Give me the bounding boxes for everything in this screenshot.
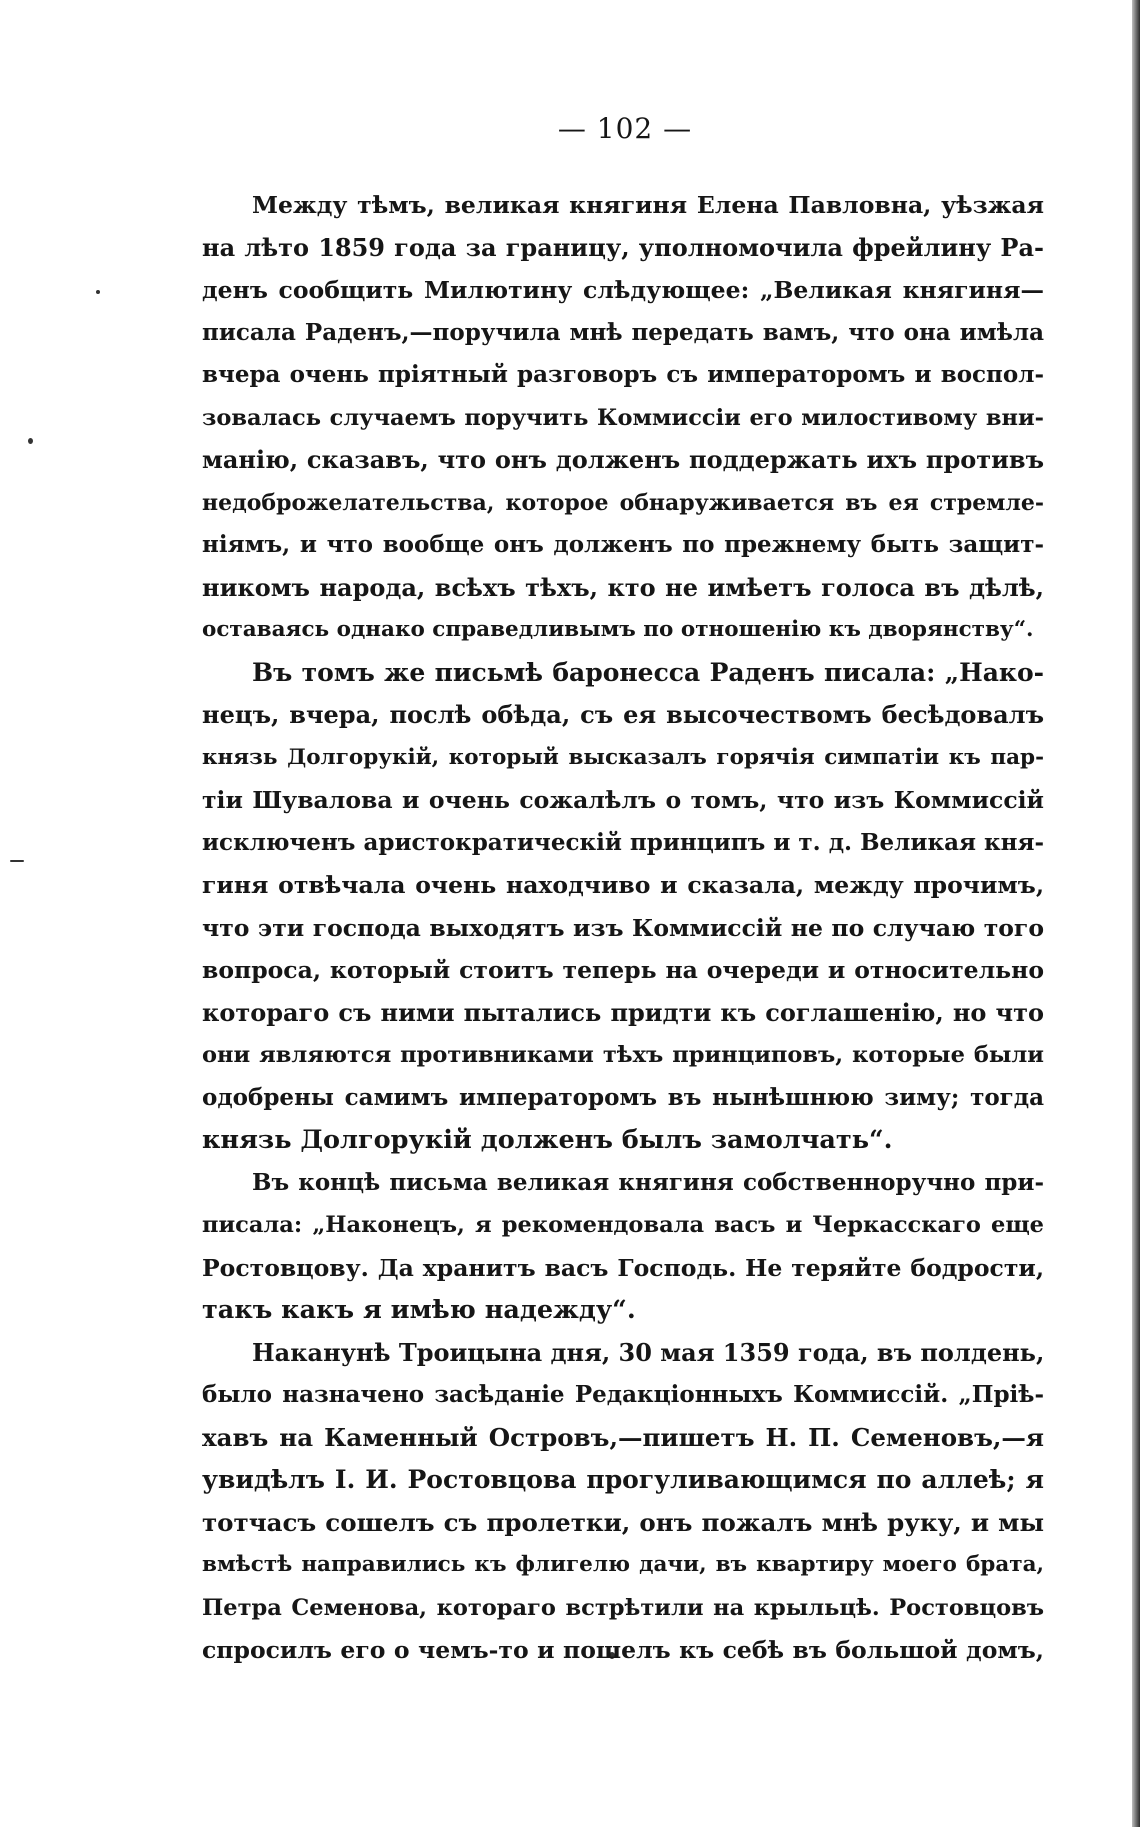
- text-line: князь Долгорукій, который высказалъ горячія симпатіи къ пар-: [202, 744, 1044, 770]
- paragraph: [202, 1332, 1044, 1672]
- scan-speck: [10, 860, 24, 862]
- text-line: писала: „Наконецъ, я рекомендовала васъ и Черкасскаго еще: [202, 1212, 1044, 1238]
- text-line: исключенъ аристократическій принципъ и т. д. Великая кня-: [202, 828, 1044, 856]
- text-line: князь Долгорукій долженъ былъ замолчать“.: [202, 1125, 893, 1155]
- text-line: никомъ народа, всѣхъ тѣхъ, кто не имѣетъ голоса въ дѣлѣ,: [202, 572, 1044, 602]
- text-line: хавъ на Каменный Островъ,—пишетъ Н. П. Семеновъ,—я: [202, 1422, 1044, 1452]
- text-line: гиня отвѣчала очень находчиво и сказала, между прочимъ,: [202, 871, 1044, 899]
- text-line: вопроса, который стоитъ теперь на очереди и относительно: [202, 956, 1044, 984]
- text-line: Въ концѣ письма великая княгиня собственноручно при-: [252, 1168, 1044, 1196]
- text-line: Въ томъ же письмѣ баронесса Раденъ писала: „Нако-: [252, 657, 1044, 687]
- text-line: Наканунѣ Троицына дня, 30 мая 1359 года, въ полдень,: [252, 1337, 1045, 1367]
- scan-speck: [28, 438, 33, 444]
- text-line: ніямъ, и что вообще онъ долженъ по прежнему быть защит-: [202, 531, 1044, 558]
- paragraph: [202, 652, 1044, 1162]
- scan-edge-shadow: [1132, 0, 1140, 1827]
- text-line: денъ сообщить Милютину слѣдующее: „Великая княгиня—: [202, 276, 1044, 304]
- text-line: тіи Шувалова и очень сожалѣлъ о томъ, что изъ Коммиссій: [202, 786, 1044, 814]
- text-line: котораго съ ними пытались придти къ соглашенію, но что: [202, 997, 1044, 1027]
- text-line: такъ какъ я имѣю надежду“.: [202, 1295, 636, 1325]
- text-line: оставаясь однако справедливымъ по отношенію къ дворянству“.: [202, 617, 1034, 642]
- text-line: Между тѣмъ, великая княгиня Елена Павловна, уѣзжая: [252, 191, 1044, 219]
- body-text: [202, 184, 1044, 1672]
- text-line: тотчасъ сошелъ съ пролетки, онъ пожалъ мнѣ руку, и мы: [202, 1507, 1044, 1537]
- text-line: на лѣто 1859 года за границу, уполномочила фрейлину Ра-: [202, 232, 1044, 262]
- text-line: нецъ, вчера, послѣ обѣда, съ ея высочествомъ бесѣдовалъ: [202, 700, 1044, 729]
- text-line: вмѣстѣ направились къ флигелю дачи, въ квартиру моего брата,: [202, 1552, 1044, 1577]
- text-line: зовалась случаемъ поручить Коммиссіи его милостивому вни-: [202, 404, 1044, 431]
- paragraph: [202, 184, 1044, 652]
- text-line: Петра Семенова, котораго встрѣтили на крыльцѣ. Ростовцовъ: [202, 1594, 1044, 1621]
- text-line: недоброжелательства, которое обнаруживается въ ея стремле-: [202, 489, 1044, 516]
- scan-speck: [96, 290, 100, 294]
- text-line: вчера очень пріятный разговоръ съ императоромъ и воспол-: [202, 361, 1044, 388]
- text-line: писала Раденъ,—поручила мнѣ передать вамъ, что она имѣла: [202, 318, 1044, 346]
- text-line: спросилъ его о чемъ-то и пошелъ къ себѣ въ большой домъ,: [202, 1636, 1044, 1664]
- text-line: манію, сказавъ, что онъ долженъ поддержать ихъ противъ: [202, 445, 1044, 474]
- text-line: было назначено засѣданіе Редакціонныхъ Коммиссій. „Пріѣ-: [202, 1381, 1044, 1408]
- page-number: — 102 —: [557, 112, 693, 145]
- paragraph: [202, 1162, 1044, 1332]
- text-line: Ростовцову. Да хранитъ васъ Господь. Не теряйте бодрости,: [202, 1253, 1044, 1282]
- text-line: что эти господа выходятъ изъ Коммиссій не по случаю того: [202, 913, 1044, 942]
- text-line: они являются противниками тѣхъ принциповъ, которые были: [202, 1042, 1044, 1068]
- text-line: увидѣлъ І. И. Ростовцова прогуливающимся по аллеѣ; я: [202, 1465, 1044, 1494]
- text-line: одобрены самимъ императоромъ въ нынѣшнюю зиму; тогда: [202, 1083, 1044, 1111]
